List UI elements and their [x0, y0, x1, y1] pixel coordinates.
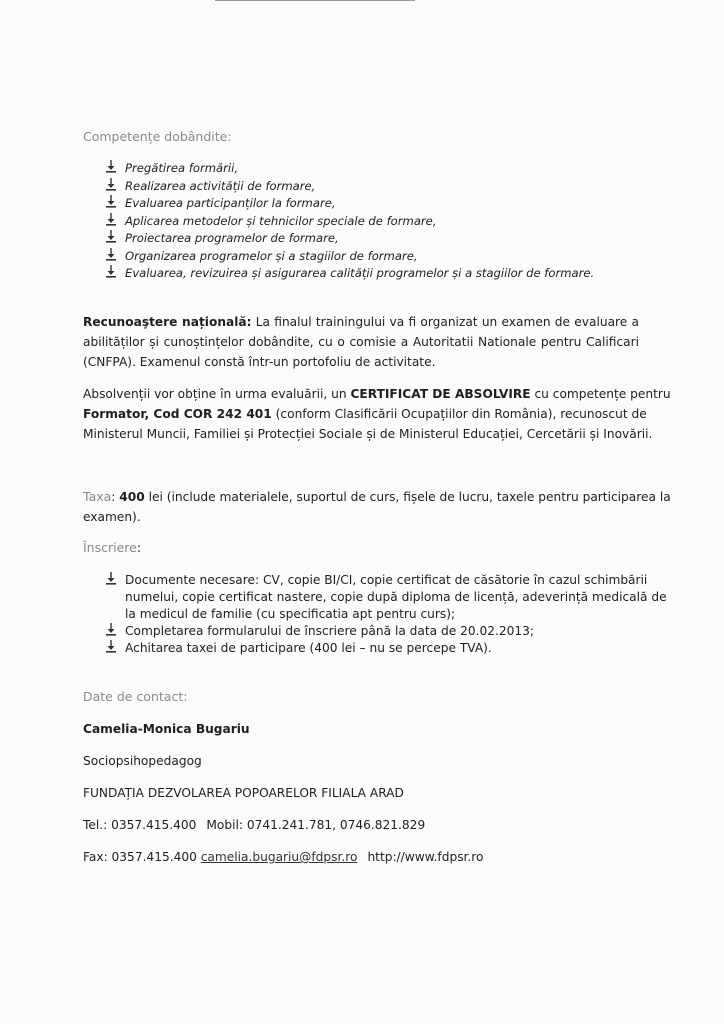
email-link[interactable]: camelia.bugariu@fdpsr.ro [200, 850, 358, 864]
absolventi-text-1b: cu competențe pentru [534, 387, 671, 401]
formular-line: Completarea formularului de înscriere până la data de 20.02.2013; [125, 624, 534, 638]
taxa-paragraph [83, 487, 671, 527]
arrow-bullet-icon [105, 640, 119, 657]
competente-item-text: Evaluarea participanților la formare, [125, 196, 336, 210]
inscriere-item-documente [105, 572, 667, 623]
competente-item-text: Organizarea programelor și a stagiilor de formare, [125, 248, 418, 263]
contact-phones [83, 818, 425, 832]
taxa-amount: 400 [119, 490, 145, 504]
competente-heading: Competențe dobândite: [83, 129, 232, 144]
competente-item [105, 160, 645, 178]
documente-line-3: la medicul de familie (cu specificatia apt pentru curs); [125, 607, 456, 621]
competente-item [105, 248, 645, 266]
taxa-line-2: examen). [83, 510, 141, 524]
competente-item [105, 213, 645, 231]
arrow-bullet-icon [105, 160, 119, 177]
competente-item-text: Realizarea activității de formare, [125, 178, 316, 193]
inscriere-colon: : [136, 540, 142, 555]
arrow-bullet-icon [105, 572, 119, 589]
contact-tel: Tel.: 0357.415.400 [83, 818, 197, 832]
competente-item [105, 178, 645, 196]
contact-organization: FUNDAȚIA DEZVOLAREA POPOARELOR FILIALA ARAD [83, 786, 404, 800]
documente-line-2: numelui, copie certificat nastere, copie după diploma de licență, adeverință medicală de [125, 590, 667, 604]
contact-mobil: Mobil: 0741.241.781, 0746.821.829 [206, 818, 426, 832]
competente-item-text: Evaluarea, revizuirea și asigurarea calității programelor și a stagiilor de formare. [125, 266, 595, 280]
taxa-label: Taxa [83, 489, 112, 504]
recunoastere-line-2: abilităților și cunoștințelor dobândite, cu o comisie a Autoritatii Nationale pentru Calificari [83, 335, 639, 349]
competente-item-text: Proiectarea programelor de formare, [125, 231, 339, 245]
inscriere-title-text: Înscriere [83, 540, 137, 555]
taxa-colon: : [111, 490, 116, 504]
contact-name: Camelia-Monica Bugariu [83, 722, 250, 736]
recunoastere-label: Recunoaştere națională: [83, 315, 252, 329]
inscriere-heading [83, 540, 141, 555]
contact-fax-line [83, 850, 484, 864]
certificat-label: CERTIFICAT DE ABSOLVIRE [350, 387, 531, 401]
absolventi-text-1: Absolvenții vor obține în urma evaluării, un [83, 387, 347, 401]
inscriere-list [105, 572, 667, 657]
recunoastere-paragraph [83, 312, 639, 372]
absolventi-paragraph [83, 384, 671, 444]
competente-item-text: Pregătirea formării, [125, 161, 239, 175]
arrow-bullet-icon [105, 230, 119, 247]
arrow-bullet-icon [105, 265, 119, 282]
competente-list [105, 160, 645, 283]
absolventi-line-1 [83, 384, 671, 404]
recunoastere-text-1: La finalul trainingului va fi organizat un examen de evaluare a [255, 315, 639, 329]
documente-line-1: Documente necesare: CV, copie BI/CI, copie certificat de căsătorie în cazul schimbării [125, 573, 648, 587]
recunoastere-line-3: (CNFPA). Examenul constă într-un portofoliu de activitate. [83, 355, 436, 369]
absolventi-line-3: Ministerul Muncii, Familiei și Protecției Sociale și de Ministerul Educației, Cercetării și Inovării. [83, 427, 653, 441]
competente-item [105, 195, 645, 213]
contact-role: Sociopsihopedagog [83, 754, 202, 768]
taxa-text-1: lei (include materialele, suportul de curs, fișele de lucru, taxele pentru participarea la [148, 490, 671, 504]
arrow-bullet-icon [105, 213, 119, 230]
arrow-bullet-icon [105, 195, 119, 212]
website-link[interactable]: http://www.fdpsr.ro [367, 850, 484, 864]
formator-label: Formator, Cod COR 242 401 [83, 407, 272, 421]
absolventi-line-2 [83, 404, 647, 424]
arrow-bullet-icon [105, 623, 119, 640]
arrow-bullet-icon [105, 178, 119, 195]
recunoastere-line-1 [83, 312, 639, 332]
arrow-bullet-icon [105, 248, 119, 265]
contact-heading: Date de contact: [83, 689, 188, 704]
achitare-line: Achitarea taxei de participare (400 lei – nu se percepe TVA). [125, 641, 492, 655]
inscriere-item-formular [105, 623, 640, 640]
competente-item [105, 230, 645, 248]
competente-item-text: Aplicarea metodelor și tehnicilor speciale de formare, [125, 213, 437, 228]
contact-fax: Fax: 0357.415.400 [83, 850, 197, 864]
scan-edge-line [215, 0, 415, 1]
taxa-line-1 [83, 487, 671, 507]
inscriere-item-taxa [105, 640, 640, 657]
absolventi-text-2: (conform Clasificării Ocupațiilor din România), recunoscut de [275, 407, 647, 421]
competente-item [105, 265, 645, 283]
